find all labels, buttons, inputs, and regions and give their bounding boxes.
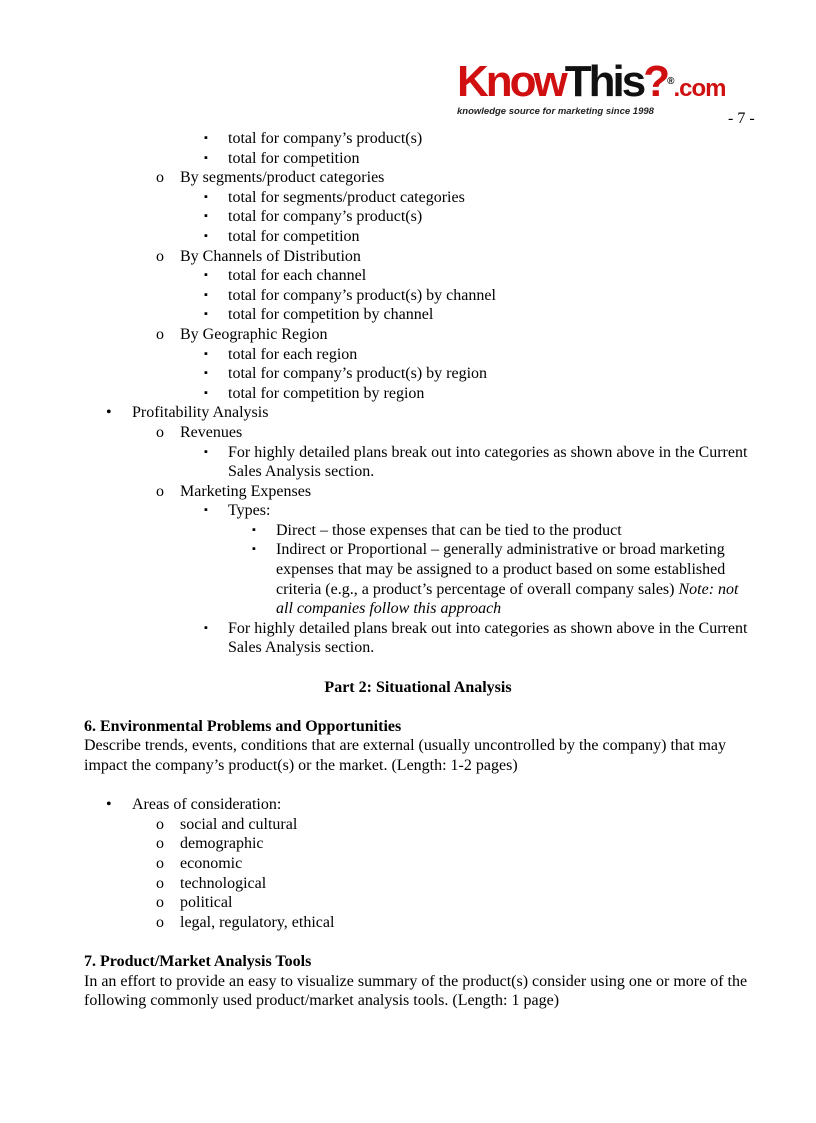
list-item	[84, 795, 752, 815]
document-content	[84, 129, 752, 1011]
list-item-text: total for competition by channel	[228, 306, 434, 324]
list-item-text: Marketing Expenses	[180, 482, 312, 500]
circle-bullet-icon: o	[156, 247, 164, 265]
square-bullet-icon: ▪	[204, 621, 208, 634]
logo-tagline: knowledge source for marketing since 1998	[457, 106, 654, 117]
square-bullet-icon: ▪	[204, 445, 208, 458]
list-item-text: By Geographic Region	[180, 325, 328, 343]
circle-bullet-icon: o	[156, 169, 164, 187]
bullet-icon: •	[106, 404, 112, 422]
list-item-text: Revenues	[180, 423, 243, 441]
logo-suffix: .com	[673, 75, 726, 102]
list-item	[84, 168, 752, 188]
logo-registered: ®	[667, 76, 674, 87]
list-item	[84, 521, 752, 541]
list-item-text: Areas of consideration:	[132, 796, 282, 814]
list-item-text: For highly detailed plans break out into categories as shown above in the Current Sales Analysis section.	[228, 443, 748, 481]
section-heading: 7. Product/Market Analysis Tools	[84, 952, 312, 970]
circle-bullet-icon: o	[156, 423, 164, 441]
list-item	[84, 266, 752, 286]
list-item-text: By segments/product categories	[180, 169, 385, 187]
list-item	[84, 345, 752, 365]
list-item-text: Types:	[228, 502, 271, 520]
bullet-icon: •	[106, 796, 112, 814]
list-item-text: total for each channel	[228, 267, 367, 285]
list-item-text: total for company’s product(s)	[228, 208, 423, 226]
circle-bullet-icon: o	[156, 874, 164, 892]
blank-line	[84, 697, 752, 717]
blank-line	[84, 776, 752, 796]
logo-brand-know: Know	[457, 57, 565, 106]
list-item-text: Indirect or Proportional – generally administrative or broad marketing expenses that may be assigned to a product based on some established criteria (e.g., a product’s percentage of overall company sales)	[276, 541, 726, 598]
list-item	[84, 188, 752, 208]
list-item-text: total for company’s product(s) by channel	[228, 286, 496, 304]
list-item-text: demographic	[180, 835, 264, 853]
blank-line	[84, 932, 752, 952]
list-item	[84, 247, 752, 267]
square-bullet-icon: ▪	[204, 504, 208, 517]
part-title: Part 2: Situational Analysis	[324, 678, 512, 696]
list-item	[84, 482, 752, 502]
list-item	[84, 540, 752, 618]
list-item-text: For highly detailed plans break out into categories as shown above in the Current Sales Analysis section.	[228, 619, 748, 657]
list-item-text: total for competition by region	[228, 384, 425, 402]
circle-bullet-icon: o	[156, 815, 164, 833]
list-item-text: political	[180, 894, 233, 912]
list-item-text: total for competition	[228, 149, 360, 167]
list-item	[84, 149, 752, 169]
square-bullet-icon: ▪	[204, 132, 208, 144]
square-bullet-icon: ▪	[252, 543, 256, 556]
italic-note: Note: not all companies follow this approach	[276, 580, 739, 618]
list-item	[84, 364, 752, 384]
list-item-text: Profitability Analysis	[132, 404, 269, 422]
logo-brand-this: This	[564, 57, 644, 106]
list-item	[84, 305, 752, 325]
list-item-text: economic	[180, 854, 243, 872]
list-item	[84, 286, 752, 306]
list-item-text: total for company’s product(s)	[228, 130, 423, 147]
list-item	[84, 384, 752, 404]
logo-question-mark: ?	[643, 57, 668, 106]
paragraph: In an effort to provide an easy to visualize summary of the product(s) consider using one or more of the following commonly used product/market analysis tools. (Length: 1 page)	[84, 972, 748, 1010]
blank-line	[84, 658, 752, 678]
square-bullet-icon: ▪	[204, 288, 208, 301]
list-item	[84, 227, 752, 247]
circle-bullet-icon: o	[156, 482, 164, 500]
list-item	[84, 423, 752, 443]
list-item-text: social and cultural	[180, 815, 298, 833]
circle-bullet-icon: o	[156, 894, 164, 912]
list-item-text: By Channels of Distribution	[180, 247, 361, 265]
square-bullet-icon: ▪	[204, 229, 208, 242]
list-item	[84, 619, 752, 658]
list-item-text: total for company’s product(s) by region	[228, 365, 488, 383]
circle-bullet-icon: o	[156, 913, 164, 931]
list-item	[84, 854, 752, 874]
square-bullet-icon: ▪	[204, 151, 208, 164]
list-item-text: technological	[180, 874, 267, 892]
list-item-text: total for competition	[228, 227, 360, 245]
knowthis-logo	[457, 57, 726, 120]
square-bullet-icon: ▪	[204, 269, 208, 282]
circle-bullet-icon: o	[156, 854, 164, 872]
list-item-text: total for each region	[228, 345, 358, 363]
list-item	[84, 443, 752, 482]
list-item	[84, 403, 752, 423]
square-bullet-icon: ▪	[252, 523, 256, 536]
list-item	[84, 207, 752, 227]
list-item	[84, 893, 752, 913]
list-item	[84, 834, 752, 854]
list-item-text: total for segments/product categories	[228, 188, 465, 206]
paragraph: Describe trends, events, conditions that are external (usually uncontrolled by the company) that may impact the company’s product(s) or the market. (Length: 1-2 pages)	[84, 737, 727, 774]
list-item	[84, 874, 752, 894]
list-item	[84, 325, 752, 345]
square-bullet-icon: ▪	[204, 367, 208, 380]
list-item	[84, 501, 752, 521]
list-item	[84, 913, 752, 933]
circle-bullet-icon: o	[156, 835, 164, 853]
circle-bullet-icon: o	[156, 325, 164, 343]
list-item-text: legal, regulatory, ethical	[180, 913, 335, 931]
square-bullet-icon: ▪	[204, 347, 208, 360]
list-item-text: Direct – those expenses that can be tied to the product	[276, 521, 622, 539]
square-bullet-icon: ▪	[204, 308, 208, 321]
square-bullet-icon: ▪	[204, 210, 208, 223]
list-item	[84, 129, 752, 149]
page-number: - 7 -	[728, 110, 755, 127]
section-heading: 6. Environmental Problems and Opportunities	[84, 717, 402, 735]
square-bullet-icon: ▪	[204, 190, 208, 203]
square-bullet-icon: ▪	[204, 386, 208, 399]
list-item	[84, 815, 752, 835]
